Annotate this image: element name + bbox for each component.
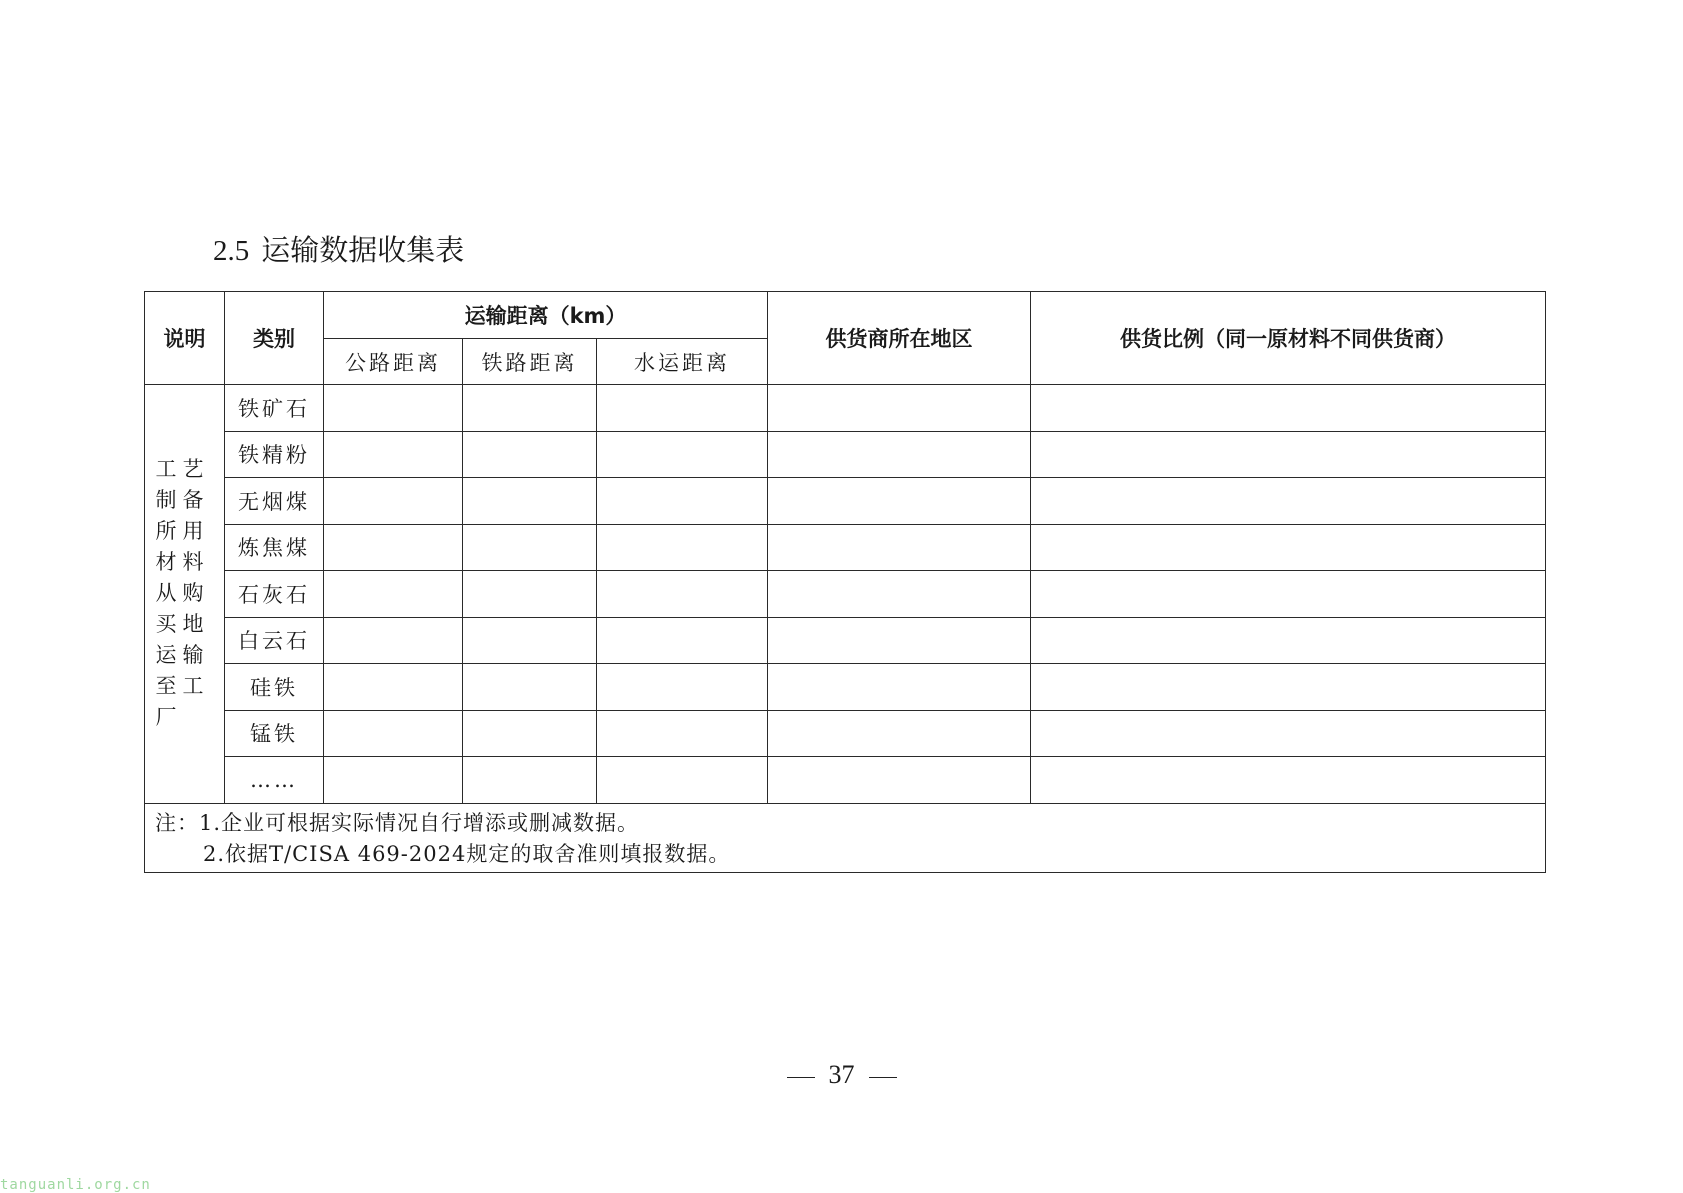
header-category: 类别 bbox=[225, 292, 324, 385]
supplier-region-cell[interactable] bbox=[768, 757, 1031, 804]
rail-distance-cell[interactable] bbox=[463, 617, 597, 664]
supplier-region-cell[interactable] bbox=[768, 617, 1031, 664]
supplier-region-cell[interactable] bbox=[768, 664, 1031, 711]
category-cell: …… bbox=[225, 757, 324, 804]
supplier-region-cell[interactable] bbox=[768, 385, 1031, 432]
water-distance-cell[interactable] bbox=[597, 664, 768, 711]
section-heading bbox=[213, 230, 464, 271]
category-cell: 硅铁 bbox=[225, 664, 324, 711]
table-row bbox=[145, 385, 1546, 432]
rail-distance-cell[interactable] bbox=[463, 571, 597, 618]
note-line-1: 注：1.企业可根据实际情况自行增添或删减数据。 bbox=[155, 810, 640, 835]
road-distance-cell[interactable] bbox=[324, 617, 463, 664]
supplier-region-cell[interactable] bbox=[768, 710, 1031, 757]
header-transport-distance: 运输距离（km） bbox=[324, 292, 768, 339]
transport-data-table bbox=[144, 291, 1546, 873]
road-distance-cell[interactable] bbox=[324, 664, 463, 711]
rail-distance-cell[interactable] bbox=[463, 664, 597, 711]
road-distance-cell[interactable] bbox=[324, 571, 463, 618]
road-distance-cell[interactable] bbox=[324, 478, 463, 525]
supply-ratio-cell[interactable] bbox=[1031, 478, 1546, 525]
supplier-region-cell[interactable] bbox=[768, 478, 1031, 525]
water-distance-cell[interactable] bbox=[597, 431, 768, 478]
header-water-distance: 水运距离 bbox=[597, 339, 768, 385]
road-distance-cell[interactable] bbox=[324, 710, 463, 757]
rail-distance-cell[interactable] bbox=[463, 710, 597, 757]
category-cell: 石灰石 bbox=[225, 571, 324, 618]
rail-distance-cell[interactable] bbox=[463, 524, 597, 571]
road-distance-cell[interactable] bbox=[324, 757, 463, 804]
road-distance-cell[interactable] bbox=[324, 431, 463, 478]
supply-ratio-cell[interactable] bbox=[1031, 431, 1546, 478]
description-cell bbox=[145, 385, 225, 804]
table-row bbox=[145, 664, 1546, 711]
rail-distance-cell[interactable] bbox=[463, 478, 597, 525]
notes-row bbox=[145, 803, 1546, 872]
supply-ratio-cell[interactable] bbox=[1031, 757, 1546, 804]
header-description: 说明 bbox=[145, 292, 225, 385]
supply-ratio-cell[interactable] bbox=[1031, 571, 1546, 618]
description-text: 工艺制备所用材料从购买地运输至工厂 bbox=[155, 457, 210, 730]
site-watermark: tanguanli.org.cn bbox=[0, 1177, 151, 1193]
table-row bbox=[145, 431, 1546, 478]
supply-ratio-cell[interactable] bbox=[1031, 524, 1546, 571]
category-cell: 锰铁 bbox=[225, 710, 324, 757]
supplier-region-cell[interactable] bbox=[768, 571, 1031, 618]
header-rail-distance: 铁路距离 bbox=[463, 339, 597, 385]
note-line-2: 2.依据T/CISA 469-2024规定的取舍准则填报数据。 bbox=[203, 841, 731, 866]
water-distance-cell[interactable] bbox=[597, 571, 768, 618]
water-distance-cell[interactable] bbox=[597, 478, 768, 525]
table-row bbox=[145, 757, 1546, 804]
table-row bbox=[145, 617, 1546, 664]
rail-distance-cell[interactable] bbox=[463, 757, 597, 804]
category-cell: 铁精粉 bbox=[225, 431, 324, 478]
supply-ratio-cell[interactable] bbox=[1031, 385, 1546, 432]
rail-distance-cell[interactable] bbox=[463, 385, 597, 432]
supplier-region-cell[interactable] bbox=[768, 431, 1031, 478]
category-cell: 白云石 bbox=[225, 617, 324, 664]
table-row bbox=[145, 524, 1546, 571]
table-row bbox=[145, 571, 1546, 618]
water-distance-cell[interactable] bbox=[597, 757, 768, 804]
supply-ratio-cell[interactable] bbox=[1031, 617, 1546, 664]
table-row bbox=[145, 710, 1546, 757]
category-cell: 炼焦煤 bbox=[225, 524, 324, 571]
category-cell: 无烟煤 bbox=[225, 478, 324, 525]
footer-dash-left bbox=[787, 1077, 815, 1078]
footer-dash-right bbox=[869, 1077, 897, 1078]
table-row bbox=[145, 478, 1546, 525]
rail-distance-cell[interactable] bbox=[463, 431, 597, 478]
category-cell: 铁矿石 bbox=[225, 385, 324, 432]
section-number: 2.5 bbox=[213, 235, 250, 267]
header-road-distance: 公路距离 bbox=[324, 339, 463, 385]
road-distance-cell[interactable] bbox=[324, 385, 463, 432]
supply-ratio-cell[interactable] bbox=[1031, 710, 1546, 757]
page-number: 37 bbox=[828, 1060, 855, 1089]
water-distance-cell[interactable] bbox=[597, 385, 768, 432]
section-title-text: 运输数据收集表 bbox=[261, 233, 465, 267]
water-distance-cell[interactable] bbox=[597, 617, 768, 664]
supplier-region-cell[interactable] bbox=[768, 524, 1031, 571]
water-distance-cell[interactable] bbox=[597, 710, 768, 757]
header-supply-ratio: 供货比例（同一原材料不同供货商） bbox=[1031, 292, 1546, 385]
header-supplier-region: 供货商所在地区 bbox=[768, 292, 1031, 385]
road-distance-cell[interactable] bbox=[324, 524, 463, 571]
notes-cell bbox=[145, 803, 1546, 872]
page-footer bbox=[0, 1060, 1683, 1090]
supply-ratio-cell[interactable] bbox=[1031, 664, 1546, 711]
water-distance-cell[interactable] bbox=[597, 524, 768, 571]
